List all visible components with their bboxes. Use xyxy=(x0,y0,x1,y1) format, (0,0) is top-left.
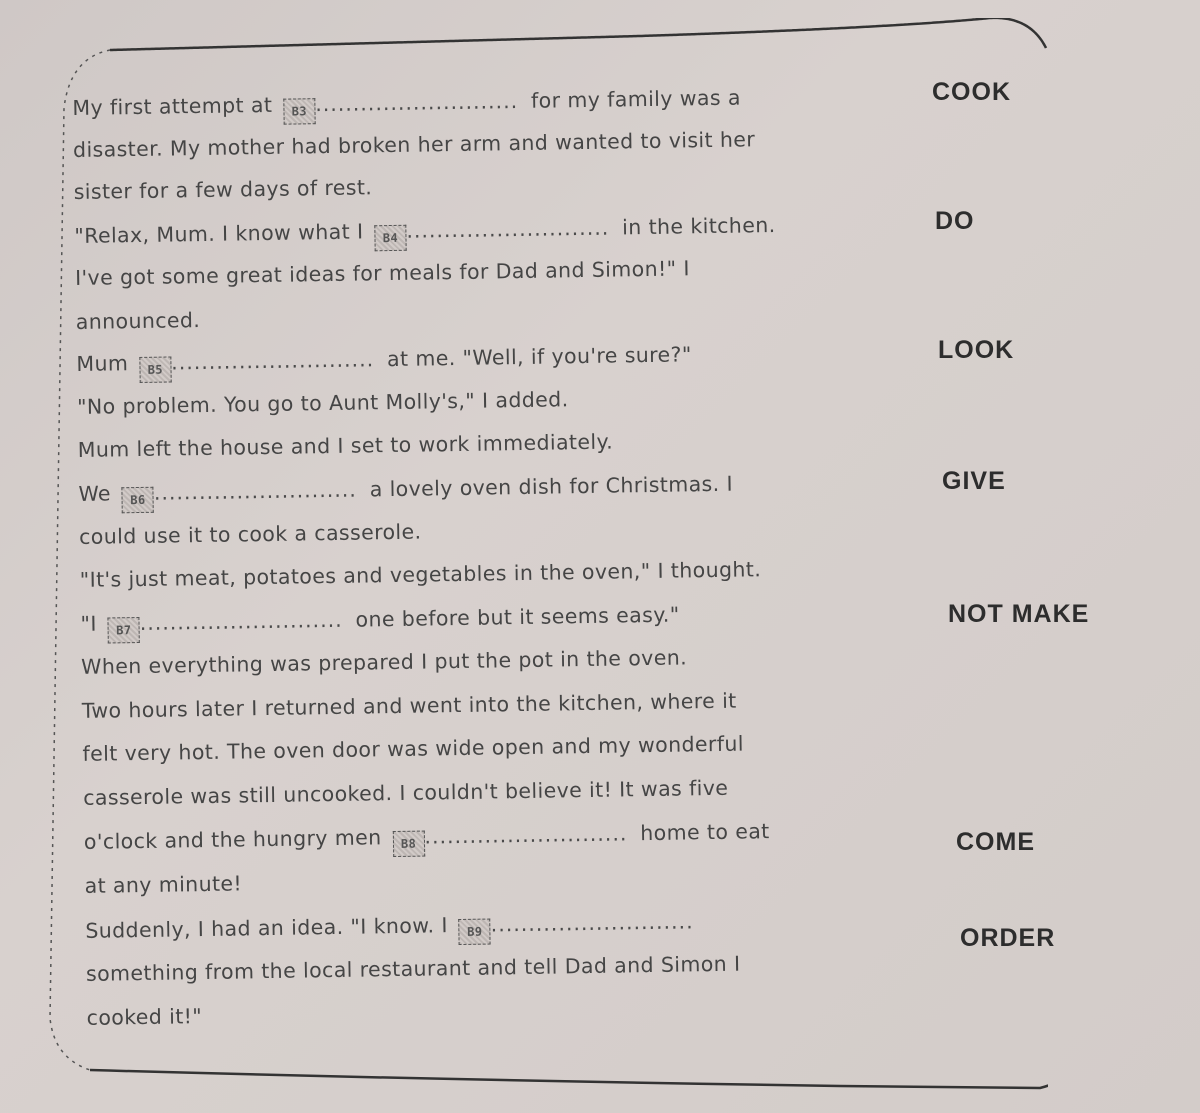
story-text-fragment: one before but it seems easy." xyxy=(348,602,680,632)
story-line xyxy=(75,256,690,290)
story-line xyxy=(78,472,733,514)
story-text-fragment: a lovely oven dish for Christmas. I xyxy=(362,471,734,502)
answer-gap[interactable] xyxy=(108,608,343,644)
answer-gap[interactable] xyxy=(392,821,627,857)
story-text-fragment: casserole was still uncooked. I couldn't believe it! It was five xyxy=(83,775,729,810)
gap-number-box: B6 xyxy=(122,487,154,513)
prompt-word: DO xyxy=(935,207,975,235)
answer-gap[interactable] xyxy=(459,909,694,945)
story-text-fragment: "It's just meat, potatoes and vegetables in the oven," I thought. xyxy=(79,557,762,592)
gap-number-box: B7 xyxy=(108,617,140,643)
story-text-fragment: o'clock and the hungry men xyxy=(83,825,389,854)
story-text-fragment: cooked it!" xyxy=(86,1004,203,1030)
story-text-fragment: Two hours later I returned and went into the kitchen, where it xyxy=(81,688,737,723)
gap-number-box: B9 xyxy=(459,919,491,945)
prompt-word: LOOK xyxy=(938,336,1015,364)
story-line xyxy=(72,85,741,127)
story-text-fragment: announced. xyxy=(75,308,201,334)
story-text-fragment: "No problem. You go to Aunt Molly's," I added. xyxy=(76,387,569,419)
story-text-fragment: felt very hot. The oven door was wide open and my wonderful xyxy=(82,731,745,766)
story-text-fragment: We xyxy=(78,481,119,506)
gap-dotted-line: ........................... xyxy=(153,477,357,505)
story-line xyxy=(80,603,680,644)
story-line xyxy=(83,776,728,810)
gap-number-box: B5 xyxy=(139,356,171,382)
gap-number-box: B3 xyxy=(283,98,315,124)
prompt-word: GIVE xyxy=(942,467,1006,495)
gap-dotted-line: ........................... xyxy=(171,347,375,375)
story-text-fragment: at me. "Well, if you're sure?" xyxy=(379,342,692,372)
gap-number-box: B8 xyxy=(392,831,424,857)
story-text-fragment: sister for a few days of rest. xyxy=(73,175,373,204)
gap-dotted-line: ........................... xyxy=(490,909,694,937)
story-text-fragment: I've got some great ideas for meals for Dad and Simon!" I xyxy=(74,256,691,290)
answer-gap[interactable] xyxy=(122,478,357,514)
story-line xyxy=(82,732,744,766)
story-line xyxy=(79,520,422,549)
story-line xyxy=(76,308,201,334)
story-text xyxy=(72,70,832,1030)
story-text-fragment: home to eat xyxy=(633,819,770,846)
story-text-fragment: "Relax, Mum. I know what I xyxy=(74,219,371,248)
story-text-fragment: at any minute! xyxy=(84,871,243,898)
story-line xyxy=(78,430,614,462)
story-line xyxy=(82,689,737,723)
story-line xyxy=(86,952,741,986)
story-line xyxy=(81,645,687,679)
gap-number-box: B4 xyxy=(374,225,406,251)
story-line xyxy=(77,387,569,419)
prompt-word: COOK xyxy=(932,78,1011,106)
answer-gap[interactable] xyxy=(283,89,518,125)
story-line xyxy=(80,557,762,592)
story-line xyxy=(76,342,692,384)
story-text-fragment: something from the local restaurant and tell Dad and Simon I xyxy=(85,951,741,986)
story-text-fragment: Mum left the house and I set to work immediately. xyxy=(77,429,614,462)
gap-dotted-line: ........................... xyxy=(315,88,519,117)
story-text-fragment: in the kitchen. xyxy=(615,212,776,240)
prompt-word: NOT MAKE xyxy=(948,600,1090,628)
gap-dotted-line: ........................... xyxy=(406,215,610,243)
prompt-word: ORDER xyxy=(960,924,1056,952)
story-line xyxy=(73,127,755,162)
story-text-fragment: Mum xyxy=(76,351,136,376)
story-text-fragment: My first attempt at xyxy=(72,92,280,120)
story-line xyxy=(84,819,770,862)
story-line xyxy=(84,871,242,897)
story-text-fragment: When everything was prepared I put the pot in the oven. xyxy=(81,645,688,679)
story-text-fragment: Suddenly, I had an idea. "I know. I xyxy=(85,913,455,943)
gap-dotted-line: ........................... xyxy=(424,821,628,849)
story-line xyxy=(74,213,776,256)
answer-gap[interactable] xyxy=(374,216,609,252)
answer-gap[interactable] xyxy=(139,347,374,383)
story-text-fragment: disaster. My mother had broken her arm and wanted to visit her xyxy=(72,127,756,162)
story-text-fragment: "I xyxy=(80,611,104,636)
story-text-fragment: for my family was a xyxy=(523,85,742,113)
prompt-word: COME xyxy=(956,828,1035,856)
gap-dotted-line: ........................... xyxy=(139,607,343,636)
story-text-fragment: could use it to cook a casserole. xyxy=(78,519,422,549)
story-line xyxy=(85,909,700,951)
story-line xyxy=(87,1004,203,1030)
story-line xyxy=(74,175,373,204)
